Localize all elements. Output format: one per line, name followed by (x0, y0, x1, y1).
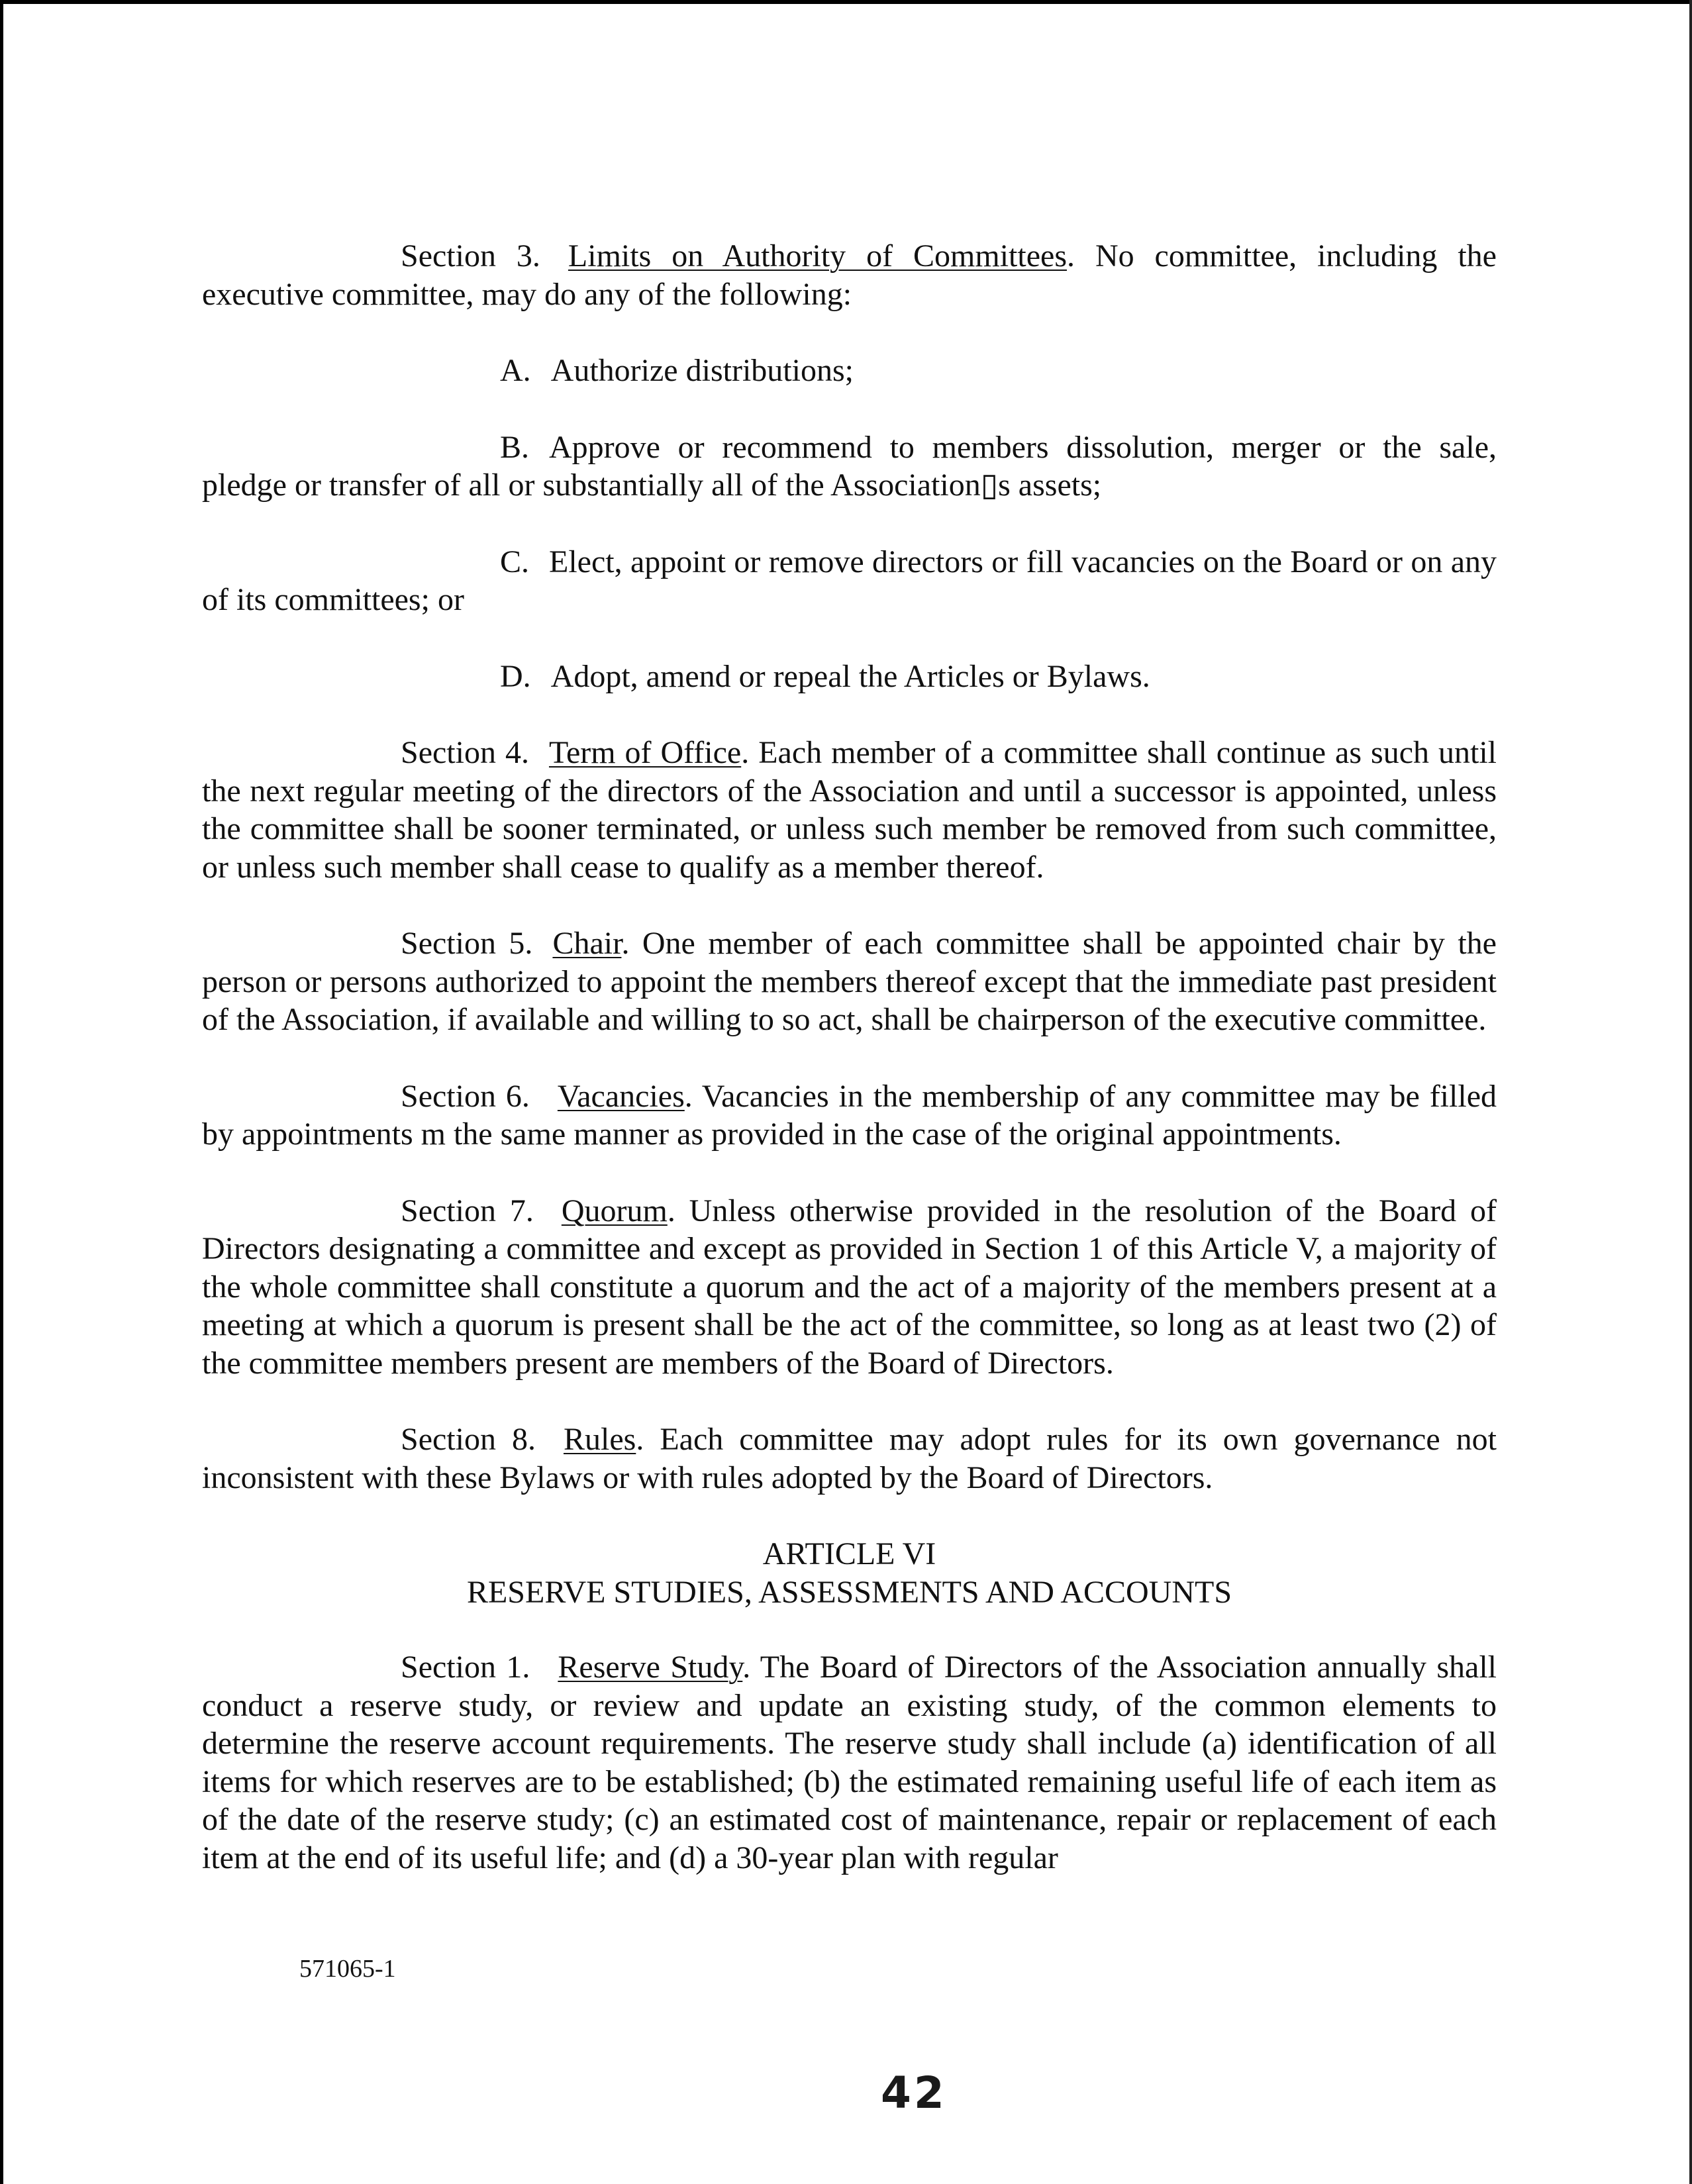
article-6-section-1-text: . The Board of Directors of the Association annually shall conduct a reserve study, or review and update an existing study, of the common elements to determine the reserve account requirements. The reserve study shall include (a) identification of all items for which reserves are to be established; (b) the estimated remaining useful life of each item as of the date of the reserve study; (c) an estimated cost of maintenance, repair or replacement of each item at the end of its useful life; and (d) a 30-year plan with regular (202, 1650, 1497, 1875)
section-4-number: Section 4. (401, 735, 529, 770)
list-item-b (202, 428, 1497, 505)
article-title: RESERVE STUDIES, ASSESSMENTS AND ACCOUNTS (466, 1574, 1232, 1610)
article-6-section-1-number: Section 1. (401, 1650, 530, 1685)
section-5-number: Section 5. (401, 926, 533, 961)
section-3-title: Limits on Authority of Committees (568, 238, 1068, 273)
article-heading (202, 1535, 1497, 1611)
section-4-title: Term of Office (548, 735, 742, 770)
document-id: 571065-1 (299, 1955, 396, 1983)
list-item-a-letter: A. (500, 353, 531, 388)
article-6-section-1-paragraph (202, 1648, 1497, 1877)
article-6-section-1-title: Reserve Study (558, 1650, 743, 1685)
scan-border-left (0, 0, 3, 2184)
document-page (202, 237, 1497, 1877)
section-5-paragraph (202, 924, 1497, 1039)
section-5-title: Chair (552, 926, 622, 961)
section-8-number: Section 8. (401, 1422, 536, 1457)
scan-border-top (0, 0, 1692, 4)
list-item-a (202, 352, 1497, 390)
handwritten-page-number: 42 (881, 2067, 947, 2118)
section-7-number: Section 7. (401, 1193, 534, 1228)
scan-border-right (1689, 0, 1692, 2184)
list-item-c-letter: C. (500, 544, 530, 579)
section-5-text: . One member of each committee shall be appointed chair by the person or persons authorized to appoint the members thereof except that the immediate past president of the Association, if available and willing to so act, shall be chairperson of the executive committee. (202, 926, 1497, 1037)
section-7-paragraph (202, 1192, 1497, 1383)
section-6-title: Vacancies (557, 1078, 685, 1114)
section-4-paragraph (202, 734, 1497, 886)
section-8-paragraph (202, 1420, 1497, 1497)
section-6-paragraph (202, 1077, 1497, 1154)
list-item-c-text: Elect, appoint or remove directors or fill vacancies on the Board or on any of its committees; or (202, 544, 1497, 617)
list-item-d-letter: D. (500, 658, 531, 694)
list-item-c (202, 543, 1497, 619)
list-item-b-letter: B. (500, 429, 530, 465)
list-item-d-text: Adopt, amend or repeal the Articles or Bylaws. (550, 658, 1150, 694)
list-item-b-text: Approve or recommend to members dissolution, merger or the sale, pledge or transfer of all or substantially all of the Association▯s assets; (202, 429, 1497, 503)
section-3-text: . No committee, including the executive committee, may do any of the following: (202, 238, 1497, 312)
article-label: ARTICLE VI (762, 1536, 936, 1571)
section-4-text: . Each member of a committee shall continue as such until the next regular meeting of the directors of the Association and until a successor is appointed, unless the committee shall be sooner terminated, or unless such member be removed from such committee, or unless such member shall cease to qualify as a member thereof. (202, 735, 1497, 885)
section-8-title: Rules (563, 1422, 636, 1457)
section-3-paragraph (202, 237, 1497, 313)
section-3-number: Section 3. (401, 238, 540, 273)
section-7-text: . Unless otherwise provided in the resolution of the Board of Directors designating a committee and except as provided in Section 1 of this Article V, a majority of the whole committee shall constitute a quorum and the act of a majority of the members present at a meeting at which a quorum is present shall be the act of the committee, so long as at least two (2) of the committee members present are members of the Board of Directors. (202, 1193, 1497, 1381)
list-item-a-text: Authorize distributions; (550, 353, 854, 388)
section-7-title: Quorum (561, 1193, 668, 1228)
section-8-text: . Each committee may adopt rules for its own governance not inconsistent with these Bylaws or with rules adopted by the Board of Directors. (202, 1422, 1497, 1495)
list-item-d (202, 658, 1497, 696)
section-6-text: . Vacancies in the membership of any committee may be filled by appointments m the same manner as provided in the case of the original appointments. (202, 1078, 1497, 1152)
section-6-number: Section 6. (401, 1078, 530, 1114)
